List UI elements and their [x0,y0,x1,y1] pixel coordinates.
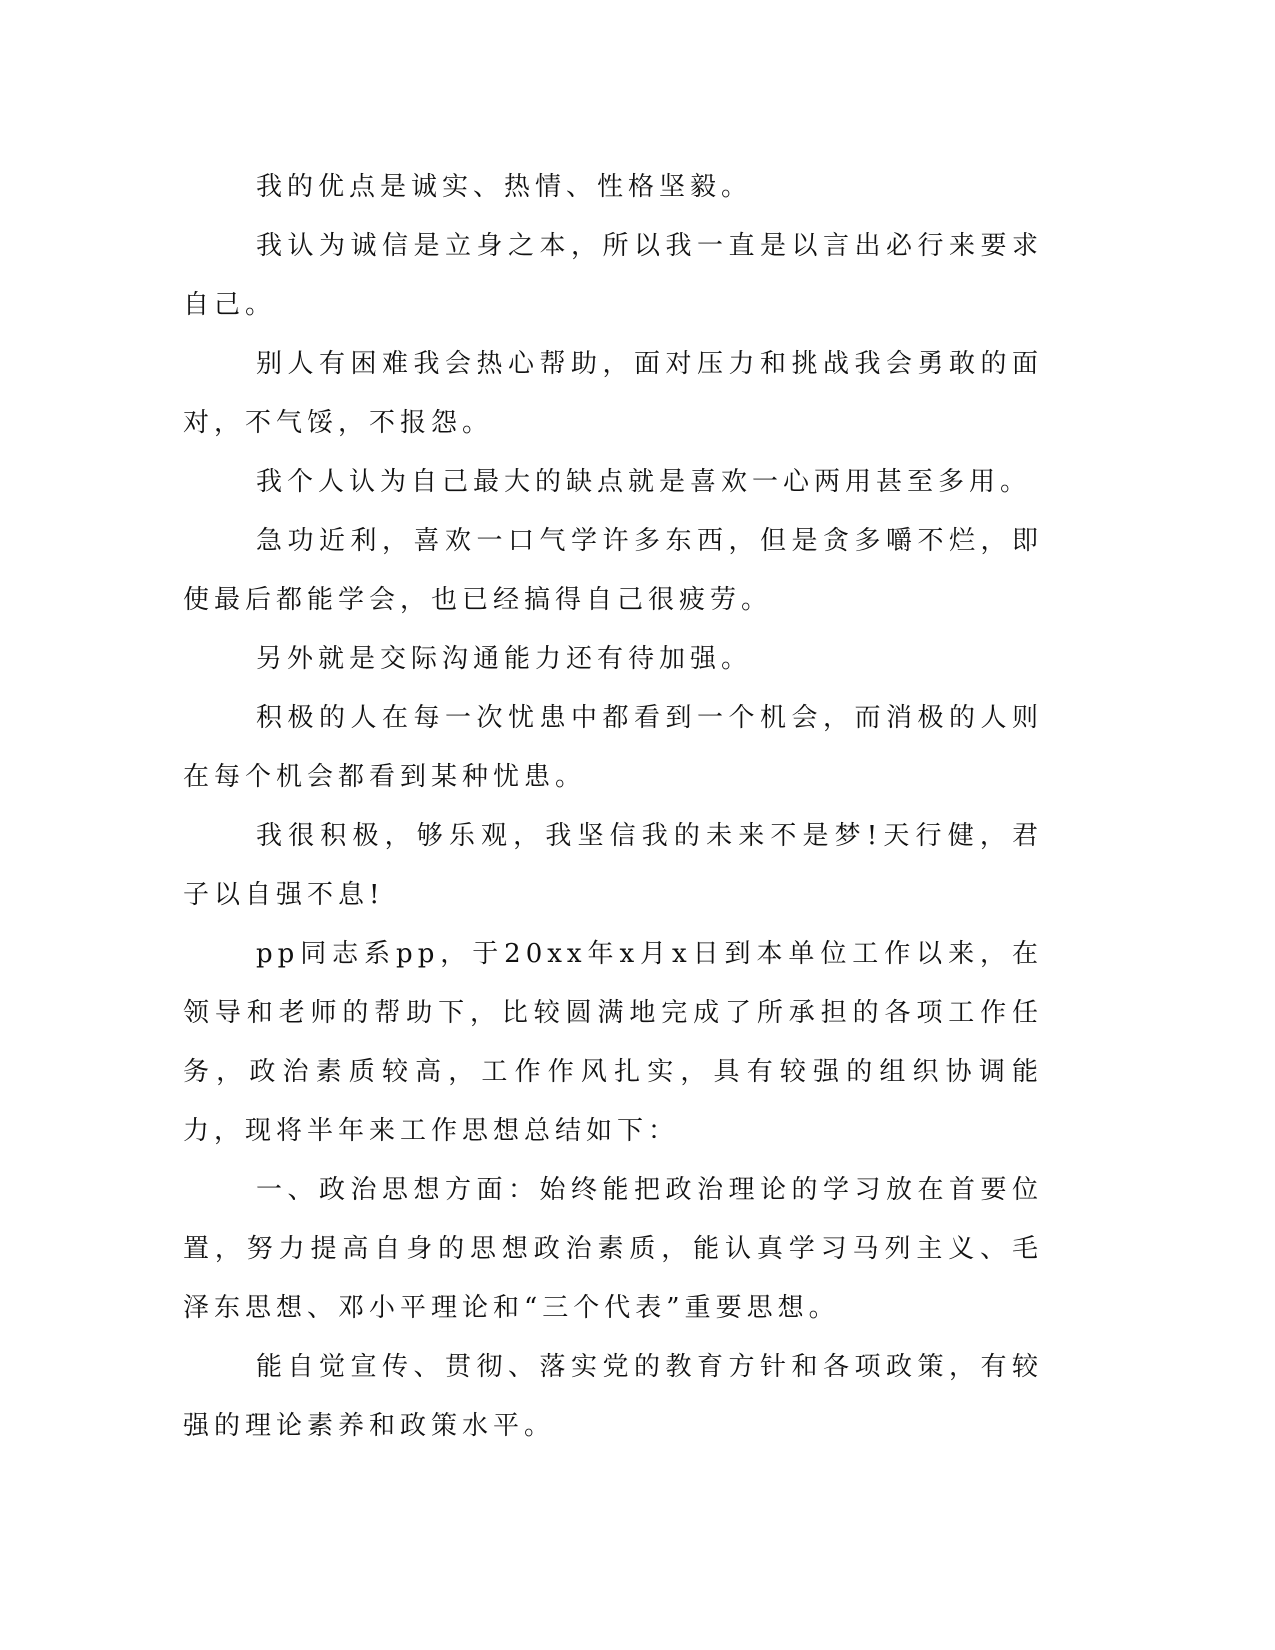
paragraph-optimism: 我很积极，够乐观，我坚信我的未来不是梦!天行健，君子以自强不息! [183,821,1043,910]
paragraph-helping-others: 别人有困难我会热心帮助，面对压力和挑战我会勇敢的面对，不气馁，不报怨。 [183,349,1043,438]
paragraph-impatience: 急功近利，喜欢一口气学许多东西，但是贪多嚼不烂，即使最后都能学会，也已经搞得自己很疲劳。 [183,526,1043,615]
paragraph-policy-level: 能自觉宣传、贯彻、落实党的教育方针和各项政策，有较强的理论素养和政策水平。 [183,1352,1043,1441]
paragraph-integrity: 我认为诚信是立身之本，所以我一直是以言出必行来要求自己。 [183,231,1043,320]
paragraph-work-summary-intro: pp同志系pp，于20xx年x月x日到本单位工作以来，在领导和老师的帮助下，比较圆满地完成了所承担的各项工作任务，政治素质较高，工作作风扎实，具有较强的组织协调能力，现将半年来工作思想总结如下： [183,939,1043,1146]
document-body [183,158,1043,1456]
paragraph-communication: 另外就是交际沟通能力还有待加强。 [256,644,753,674]
paragraph-strengths: 我的优点是诚实、热情、性格坚毅。 [256,172,753,202]
paragraph-weakness: 我个人认为自己最大的缺点就是喜欢一心两用甚至多用。 [256,467,1032,497]
paragraph-political-thought: 一、政治思想方面：始终能把政治理论的学习放在首要位置，努力提高自身的思想政治素质，能认真学习马列主义、毛泽东思想、邓小平理论和“三个代表”重要思想。 [183,1175,1043,1323]
paragraph-positive-people: 积极的人在每一次忧患中都看到一个机会，而消极的人则在每个机会都看到某种忧患。 [183,703,1043,792]
